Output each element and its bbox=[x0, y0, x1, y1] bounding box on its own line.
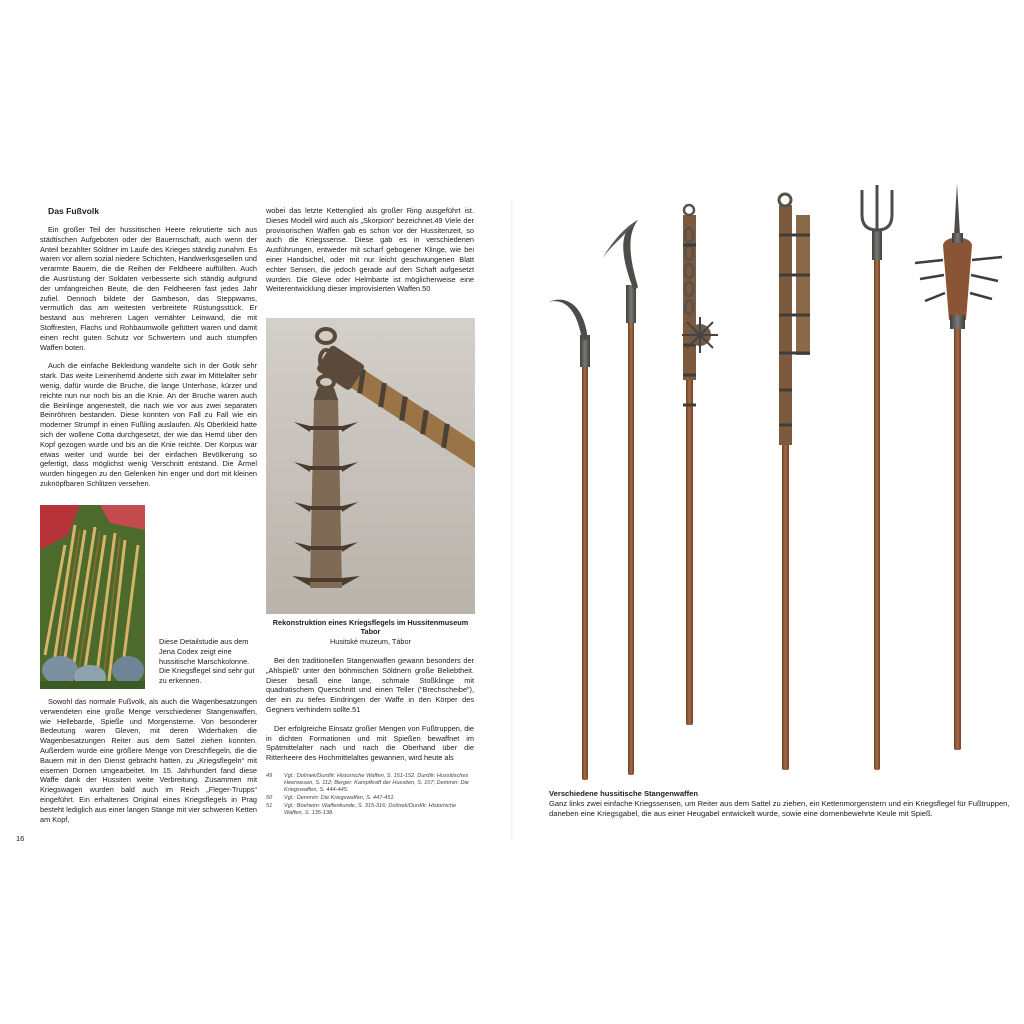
polearms-illustration bbox=[540, 175, 1010, 785]
page-gutter bbox=[511, 200, 513, 840]
paragraph: Der erfolgreiche Einsatz großer Mengen von Fußtruppen, die in dichten Formationen und mit Spießen bewaffnet im Spätmittelalter nach und nach die Oberhand über die Ritterheere des Hochmittelaltes gewannen, wird heute als bbox=[266, 723, 474, 763]
jena-codex-image bbox=[40, 505, 145, 689]
footnote bbox=[266, 803, 474, 817]
right-caption-text: Ganz links zwei einfache Kriegssensen, um Reiter aus dem Sattel zu ziehen, ein Kettenmorgenstern und ein Kriegsflegel für Fußtruppen, daneben eine Kriegsgabel, die aus einer Heugabel entwickelt wurde, sowie eine dornenbewehrte Keule mit Spieß. bbox=[549, 798, 1010, 818]
photo-caption-title: Rekonstruktion eines Kriegsflegels im Hussitenmuseum Tabor bbox=[272, 618, 469, 637]
footnotes bbox=[266, 773, 474, 818]
footnote-number: 50 bbox=[266, 795, 273, 801]
photo-caption-credit: Husitské muzeum, Tábor bbox=[330, 636, 411, 646]
photo-caption bbox=[266, 618, 475, 646]
right-caption bbox=[549, 789, 1021, 819]
footnote bbox=[266, 773, 474, 794]
footnote-text: Vgl.: Boeheim: Waffenkunde, S. 315-316; Dolínek/Durdík: Historische Waffen, S. 135-138. bbox=[284, 803, 457, 816]
column2-bottom-text bbox=[266, 656, 474, 763]
paragraph: Sowohl das normale Fußvolk, als auch die Wagenbesatzungen verwendeten eine große Menge verschiedener Stangenwaffen, wie Hellebarde, Spieße und Morgensterne. Von besonderer Bedeutung waren Gleven, mit deren Widerhaken die Wagenbesatzungen Reiter aus dem Sattel ziehen konnten. Außerdem wurde eine größere Menge von Dreschflegeln, die die Bauern mit in den Dienst gebracht hatten, zu „Kriegsflegeln“ mit eisernen Dornen umgearbeitet. Im 15. Jahrhundert fand diese Waffe dank der Hussiten weite Verbreitung. Zusammen mit Kriegswagen wurden bald auch im Reich „Fleger-Trupps“ eingeführt. Ein erhaltenes Original eines Kriegsflegels in Prag besteht lediglich aus einer langen Stange mit vier schweren Ketten am Kopf, bbox=[40, 697, 257, 824]
footnote bbox=[266, 795, 474, 802]
footnote-text: Vgl.: Demmin: Die Kriegswaffen, S. 447-451. bbox=[284, 795, 395, 801]
flail-photo bbox=[266, 318, 475, 614]
right-caption-title: Verschiedene hussitische Stangenwaffen bbox=[549, 789, 698, 798]
section-heading: Das Fußvolk bbox=[48, 206, 100, 216]
column1-bottom-text bbox=[40, 697, 257, 824]
footnote-text: Vgl.: Dolínek/Durdík: Historische Waffen, S. 151-152. Durdík: Hussitisches Heerwesen, S. 112; Berger: Kampfkraft der Hussiten, S. 107; Demmin: Die Kriegswaffen, S. 444-445. bbox=[284, 773, 469, 793]
page-number: 16 bbox=[16, 834, 25, 843]
jena-caption: Diese Detailstudie aus dem Jena Codex zeigt eine hussitische Marschkolonne. Die Kriegsflegel sind sehr gut zu erkennen. bbox=[159, 637, 255, 686]
paragraph: Ein großer Teil der hussitischen Heere rekrutierte sich aus städtischen Aufgeboten oder der Bauernschaft, auch wenn der Anteil bezahlter Söldner im Laufe des Krieges ständig zunahm. Es waren vor allem sozial niedere Schichten, Handwerksgesellen und verarmte Bauern, die die Reihen der Feldheere auffüllten. Auch die Ausrüstung der Soldaten verbesserte sich ständig aufgrund der umfangreichen Beute, die den Feldheeren fast jedes Jahr zufiel. Dennoch bildete der Gambeson, das Steppwams, vermutlich das am weitesten verbreitete Rüstungsstück. Er bestand aus mehreren Lagen vernähter Leinwand, die mit Stoffresten, Flachs und Rohbaumwolle gefüttert waren und damit einen recht guten Schutz vor Schwertern und auch stumpfen Waffen boten. bbox=[40, 225, 257, 352]
footnote-number: 49 bbox=[266, 773, 273, 779]
paragraph: wobei das letzte Kettenglied als großer Ring ausgeführt ist. Dieses Modell wird auch als „Skorpion“ bezeichnet.49 Viele der provisorischen Waffen gab es schon vor der Hussitenzeit, so auch die Kriegssense. Diese gab es in verschiedenen Ausführungen, entweder mit scharf gebogener Klinge, wie bei einer Handsichel, oder mit nur leicht geschwungenen Blatt echter Sensen, die jedoch gerade auf den Schaft aufgesetzt wurden. Die Gleve oder Helmbarte ist möglicherweise eine Weiterentwicklung dieser improvisierten Waffen.50 bbox=[266, 206, 474, 294]
footnote-number: 51 bbox=[266, 803, 273, 809]
paragraph: Auch die einfache Bekleidung wandelte sich in der Gotik sehr stark. Das weite Leinenhemd änderte sich zwar im Mittelalter sehr wenig, dafür wurde die Bruche, die lange Unterhose, kürzer und reichte nun nur noch bis an die Knie. An der Bruche waren auch die Beinlinge angenestelt, die nach wie vor aus zwei separaten Beinröhren bestanden. Diese konnten von Fall zu Fall wie ein moderner Strumpf in einen Fußling auslaufen. Als Oberkleid hatte sich der wollene Cotta durchgesetzt, der wie das Hemd über den Kopf gezogen wurde und bis an die Knie reichte. Der Korpus war etwas weiter und wurde bei der einfachen Bevölkerung so gefertigt, dass möglichst wenig Verschnitt entstand. Die Ärmel wurden hingegen zu den Gelenken hin enger und dort mit kleinen zuknöpfbaren Schlitzen versehen. bbox=[40, 361, 257, 488]
column1-text bbox=[40, 225, 257, 498]
paragraph: Bei den traditionellen Stangenwaffen gewann besonders der „Ahlspieß“ unter den böhmischen Söldnern große Beliebtheit. Dieser besaß eine lange, schmale Stoßklinge mit quadratischem Querschnitt und einen Teller (“Brechscheibe”), der ein zu tiefes Eindringen der Waffe in den Körper des Gegners verhindern sollte.51 bbox=[266, 656, 474, 714]
column2-top-text bbox=[266, 206, 474, 294]
